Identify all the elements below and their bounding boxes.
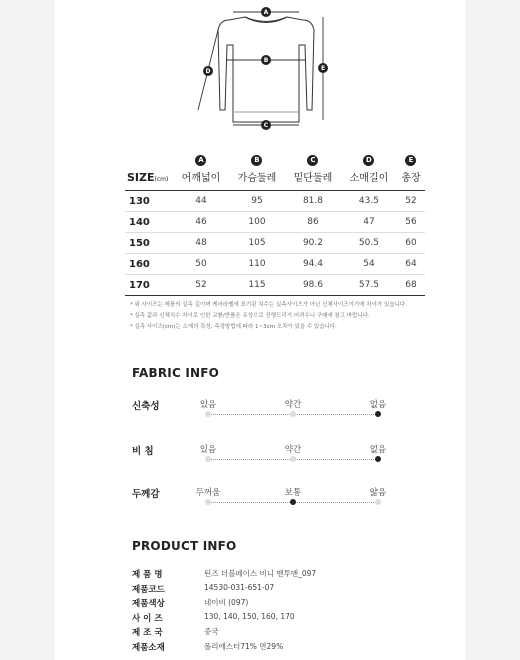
product-info-title: PRODUCT INFO xyxy=(132,539,237,553)
table-cell: 98.6 xyxy=(302,280,323,290)
fabric-row-stretch xyxy=(132,398,412,438)
table-row xyxy=(125,275,425,296)
table-cell: 90.2 xyxy=(302,238,323,248)
fabric-option-label: 보통 xyxy=(284,488,302,498)
size-note: * 실측 사이즈(cm)는 소재의 특성, 측정방법에 따라 1~3cm 오차가 있을 수 있습니다. xyxy=(130,324,337,330)
list-item xyxy=(132,583,432,598)
list-item xyxy=(132,568,432,583)
list-item xyxy=(132,641,432,656)
sweatshirt-measurement-diagram xyxy=(55,0,465,140)
column-e-header: E 총장 xyxy=(401,156,421,184)
fabric-dot xyxy=(375,411,381,417)
table-cell: 81.8 xyxy=(302,196,323,206)
size-note: * 실측 값과 신체치수 차이로 인한 교환/반품은 유상으로 진행드리기 어려우니 구매에 참고 바랍니다. xyxy=(130,313,370,319)
product-info-value: 130, 140, 150, 160, 170 xyxy=(204,611,295,621)
fabric-info-title: FABRIC INFO xyxy=(132,366,220,380)
fabric-dot xyxy=(205,499,211,505)
size-note: * 위 사이즈는 제품의 실측 길이며 케어라벨에 표기된 치수는 실측사이즈가 아닌 신체사이즈이기에 차이가 있습니다. xyxy=(130,302,407,308)
size-cell: 140 xyxy=(129,216,150,228)
product-info-label: 제품소재 xyxy=(132,642,165,653)
list-item xyxy=(132,626,432,641)
table-cell: 100 xyxy=(248,217,266,227)
fabric-option-label: 없음 xyxy=(369,400,387,410)
fabric-dot xyxy=(205,411,211,417)
table-cell: 115 xyxy=(248,280,266,290)
product-info-label: 사 이 즈 xyxy=(132,613,163,624)
table-cell: 68 xyxy=(405,280,417,290)
table-cell: 57.5 xyxy=(358,280,379,290)
size-cell: 150 xyxy=(129,237,150,249)
product-info-value: 네이비 (097) xyxy=(204,598,249,607)
table-cell: 95 xyxy=(251,196,263,206)
list-item xyxy=(132,612,432,627)
table-cell: 50 xyxy=(195,259,207,269)
fabric-dot xyxy=(290,499,296,505)
fabric-dot xyxy=(375,499,381,505)
table-cell: 48 xyxy=(195,238,207,248)
fabric-dot xyxy=(375,456,381,462)
product-info-label: 제 품 명 xyxy=(132,570,163,580)
product-info-list xyxy=(132,568,432,655)
fabric-row-thickness xyxy=(132,486,412,526)
table-cell: 52 xyxy=(405,196,417,206)
fabric-option-label: 있음 xyxy=(199,445,217,455)
table-row xyxy=(125,191,425,212)
fabric-label: 비 침 xyxy=(132,446,154,457)
badge-e-label: E xyxy=(320,65,326,73)
size-notes xyxy=(130,300,407,333)
product-info-label: 제품코드 xyxy=(132,584,165,595)
table-cell: 64 xyxy=(405,259,417,269)
table-cell: 46 xyxy=(195,217,207,227)
product-info-value: 14530-031-651-07 xyxy=(204,582,275,592)
table-cell: 110 xyxy=(248,259,266,269)
fabric-option-label: 없음 xyxy=(369,445,387,455)
size-table-header xyxy=(125,150,425,191)
column-b-header: B 가슴둘레 xyxy=(237,156,277,184)
fabric-option-label: 두꺼움 xyxy=(195,488,221,498)
fabric-label: 두께감 xyxy=(132,489,160,500)
fabric-dot xyxy=(290,411,296,417)
product-info-label: 제 조 국 xyxy=(132,628,163,638)
fabric-option-label: 있음 xyxy=(199,400,217,410)
column-d-header: D 소매길이 xyxy=(349,156,389,184)
product-info-label: 제품색상 xyxy=(132,599,165,609)
table-cell: 50.5 xyxy=(358,238,379,248)
size-cell: 130 xyxy=(129,195,150,207)
sweatshirt-outline xyxy=(218,17,314,122)
badge-d-label: D xyxy=(205,68,211,76)
badge-c-label: C xyxy=(263,122,269,130)
table-cell: 86 xyxy=(307,217,319,227)
table-cell: 43.5 xyxy=(358,196,379,206)
product-info-value: 중국 xyxy=(204,627,219,636)
table-cell: 56 xyxy=(405,217,417,227)
size-header: SIZE(cm) xyxy=(127,171,169,184)
table-cell: 54 xyxy=(363,259,375,269)
table-cell: 94.4 xyxy=(302,259,323,269)
fabric-row-sheer xyxy=(132,443,412,483)
fabric-option-label: 약간 xyxy=(284,400,302,410)
size-table xyxy=(125,150,425,296)
table-cell: 52 xyxy=(195,280,207,290)
fabric-option-label: 얇음 xyxy=(369,488,387,498)
column-c-header: C 밑단둘레 xyxy=(293,156,333,184)
table-cell: 47 xyxy=(363,217,375,227)
table-row xyxy=(125,254,425,275)
badge-b-label: B xyxy=(263,57,269,65)
size-cell: 170 xyxy=(129,279,150,291)
product-detail-page xyxy=(55,0,465,660)
fabric-dot xyxy=(205,456,211,462)
list-item xyxy=(132,597,432,612)
fabric-option-label: 약간 xyxy=(284,445,302,455)
table-cell: 44 xyxy=(195,196,207,206)
table-row xyxy=(125,212,425,233)
table-cell: 105 xyxy=(248,238,266,248)
product-info-value: 틴즈 더블페이스 비니 맨투맨_097 xyxy=(204,569,317,578)
column-a-header: A 어깨넓이 xyxy=(181,156,221,184)
size-cell: 160 xyxy=(129,258,150,270)
fabric-label: 신축성 xyxy=(132,401,160,412)
product-info-value: 폴리에스터71% 면29% xyxy=(204,641,284,651)
fabric-dot xyxy=(290,456,296,462)
badge-a-label: A xyxy=(263,9,269,17)
table-cell: 60 xyxy=(405,238,417,248)
table-row xyxy=(125,233,425,254)
